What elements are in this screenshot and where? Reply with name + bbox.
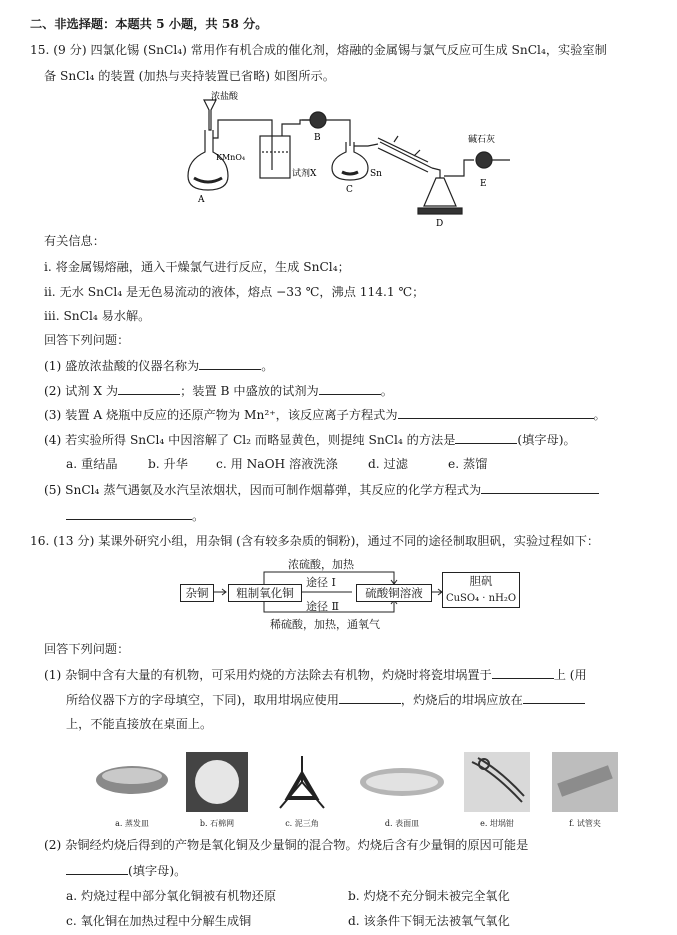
option-d[interactable]: d. 该条件下铜无法被氧气氧化 — [348, 914, 510, 928]
test-tube-clamp-image — [552, 752, 618, 812]
flow-box-impure-copper: 杂铜 — [180, 584, 214, 602]
option-d[interactable]: d. 过滤 — [368, 457, 408, 471]
q16-part1-line2: 所给仪器下方的字母填空，下同)，取用坩埚应使用 ，灼烧后的坩埚应放在 — [66, 690, 659, 709]
answer-blank[interactable] — [66, 861, 128, 875]
q15-part2: (2) 试剂 X 为 ；装置 B 中盛放的试剂为 。 — [44, 381, 659, 400]
q16-part1-line1: (1) 杂铜中含有大量的有机物，可采用灼烧的方法除去有机物，灼烧时将瓷坩埚置于 上 (用 — [44, 665, 659, 684]
label-c: C — [346, 185, 353, 195]
crucible-tongs-image — [464, 752, 530, 812]
label-watch-glass: d. 表面皿 — [384, 819, 420, 828]
section-title: 二、非选择题：本题共 5 小题，共 58 分。 — [30, 17, 268, 31]
label-clay-triangle: c. 泥三角 — [285, 819, 319, 828]
info-item-1: ⅰ. 将金属锡熔融，通入干燥氯气进行反应，生成 SnCl₄； — [44, 260, 350, 274]
label-a: A — [198, 195, 205, 205]
q15-part4: (4) 若实验所得 SnCl₄ 中因溶解了 Cl₂ 而略显黄色，则提纯 SnCl₄ 的方法是 (填字母)。 — [44, 430, 659, 449]
process-flowchart — [180, 556, 520, 634]
route1-label: 途径 Ⅰ — [306, 576, 336, 589]
q16-stem: 16. (13 分) 某课外研究小组，用杂铜 (含有较多杂质的铜粉)，通过不同的途径制取胆矾，实验过程如下： — [30, 534, 600, 548]
label-sn: Sn — [370, 169, 382, 179]
q16-part2-options-row2 — [66, 912, 659, 930]
flow-box-copper-sulfate-solution: 硫酸铜溶液 — [356, 584, 432, 602]
answer-blank[interactable] — [398, 405, 594, 419]
label-asbestos-gauze: b. 石棉网 — [199, 819, 235, 828]
option-c[interactable]: c. 用 NaOH 溶液洗涤 — [216, 457, 338, 471]
answer-prompt-15: 回答下列问题： — [44, 333, 130, 347]
apparatus-diagram — [182, 90, 522, 230]
q15-part5-cont: 。 — [66, 506, 659, 525]
watch-glass-image — [358, 752, 446, 812]
option-a[interactable]: a. 重结晶 — [66, 457, 118, 471]
q15-stem-line2: 备 SnCl₄ 的装置 (加热与夹持装置已省略) 如图所示。 — [44, 69, 335, 83]
label-evaporating-dish: a. 蒸发皿 — [115, 819, 149, 828]
q15-part1: (1) 盛放浓盐酸的仪器名称为 。 — [44, 356, 659, 375]
answer-blank[interactable] — [199, 356, 261, 370]
blue-vitriol-name: 胆矾 — [469, 574, 493, 588]
label-b: B — [314, 133, 321, 143]
answer-blank[interactable] — [66, 506, 192, 520]
flow-box-crude-copper-oxide: 粗制氧化铜 — [228, 584, 302, 602]
q15-part3: (3) 装置 A 烧瓶中反应的还原产物为 Mn²⁺，该反应离子方程式为 。 — [44, 405, 659, 424]
q15-stem-line1: 15. (9 分) 四氯化锡 (SnCl₄) 常用作有机合成的催化剂，熔融的金属锡与氯气反应可生成 SnCl₄，实验室制 — [30, 43, 607, 57]
label-soda-lime: 碱石灰 — [468, 135, 496, 145]
label-reagent-x: 试剂X — [292, 169, 317, 179]
info-item-2: ⅱ. 无水 SnCl₄ 是无色易流动的液体，熔点 −33 ℃，沸点 114.1 ℃； — [44, 285, 425, 299]
label-e: E — [480, 179, 487, 189]
route1-condition: 浓硫酸，加热 — [288, 558, 354, 571]
option-c[interactable]: c. 氧化铜在加热过程中分解生成铜 — [66, 914, 252, 928]
q16-part2-line1: (2) 杂铜经灼烧后得到的产物是氧化铜及少量铜的混合物。灼烧后含有少量铜的原因可能是 — [44, 838, 529, 852]
answer-blank[interactable] — [118, 381, 180, 395]
label-test-tube-clamp: f. 试管夹 — [569, 819, 601, 828]
q16-part2-options-row1 — [66, 887, 659, 905]
option-b[interactable]: b. 升华 — [148, 457, 188, 471]
instrument-photos — [92, 752, 632, 832]
label-crucible-tongs: e. 坩埚钳 — [480, 819, 514, 828]
option-b[interactable]: b. 灼烧不充分铜未被完全氧化 — [348, 889, 510, 903]
q16-part1-line3: 上，不能直接放在桌面上。 — [66, 717, 213, 731]
answer-blank[interactable] — [455, 430, 517, 444]
option-e[interactable]: e. 蒸馏 — [448, 457, 488, 471]
answer-blank[interactable] — [339, 690, 401, 704]
label-hcl: 浓盐酸 — [211, 92, 239, 102]
q15-part4-options — [66, 455, 659, 473]
q16-part2-line2: (填字母)。 — [66, 861, 659, 880]
blue-vitriol-formula: CuSO₄ · nH₂O — [445, 593, 517, 604]
q15-part5: (5) SnCl₄ 蒸气遇氨及水汽呈浓烟状，因而可制作烟幕弹，其反应的化学方程式为 — [44, 480, 659, 499]
route2-label: 途径 Ⅱ — [306, 600, 339, 613]
flow-box-blue-vitriol — [442, 572, 520, 608]
q15-part1-text: (1) 盛放浓盐酸的仪器名称为 — [44, 359, 200, 373]
option-a[interactable]: a. 灼烧过程中部分氧化铜被有机物还原 — [66, 889, 277, 903]
clay-triangle-image — [272, 752, 332, 812]
answer-blank[interactable] — [319, 381, 381, 395]
answer-blank[interactable] — [481, 480, 599, 494]
label-d: D — [436, 219, 444, 229]
asbestos-gauze-image — [186, 752, 248, 812]
evaporating-dish-image — [92, 752, 172, 812]
info-title: 有关信息： — [44, 234, 105, 248]
answer-blank[interactable] — [492, 665, 554, 679]
label-kmno4: KMnO₄ — [216, 153, 246, 162]
answer-blank[interactable] — [523, 690, 585, 704]
info-item-3: ⅲ. SnCl₄ 易水解。 — [44, 309, 151, 323]
route2-condition: 稀硫酸，加热，通氧气 — [270, 618, 380, 631]
answer-prompt-16: 回答下列问题： — [44, 642, 130, 656]
